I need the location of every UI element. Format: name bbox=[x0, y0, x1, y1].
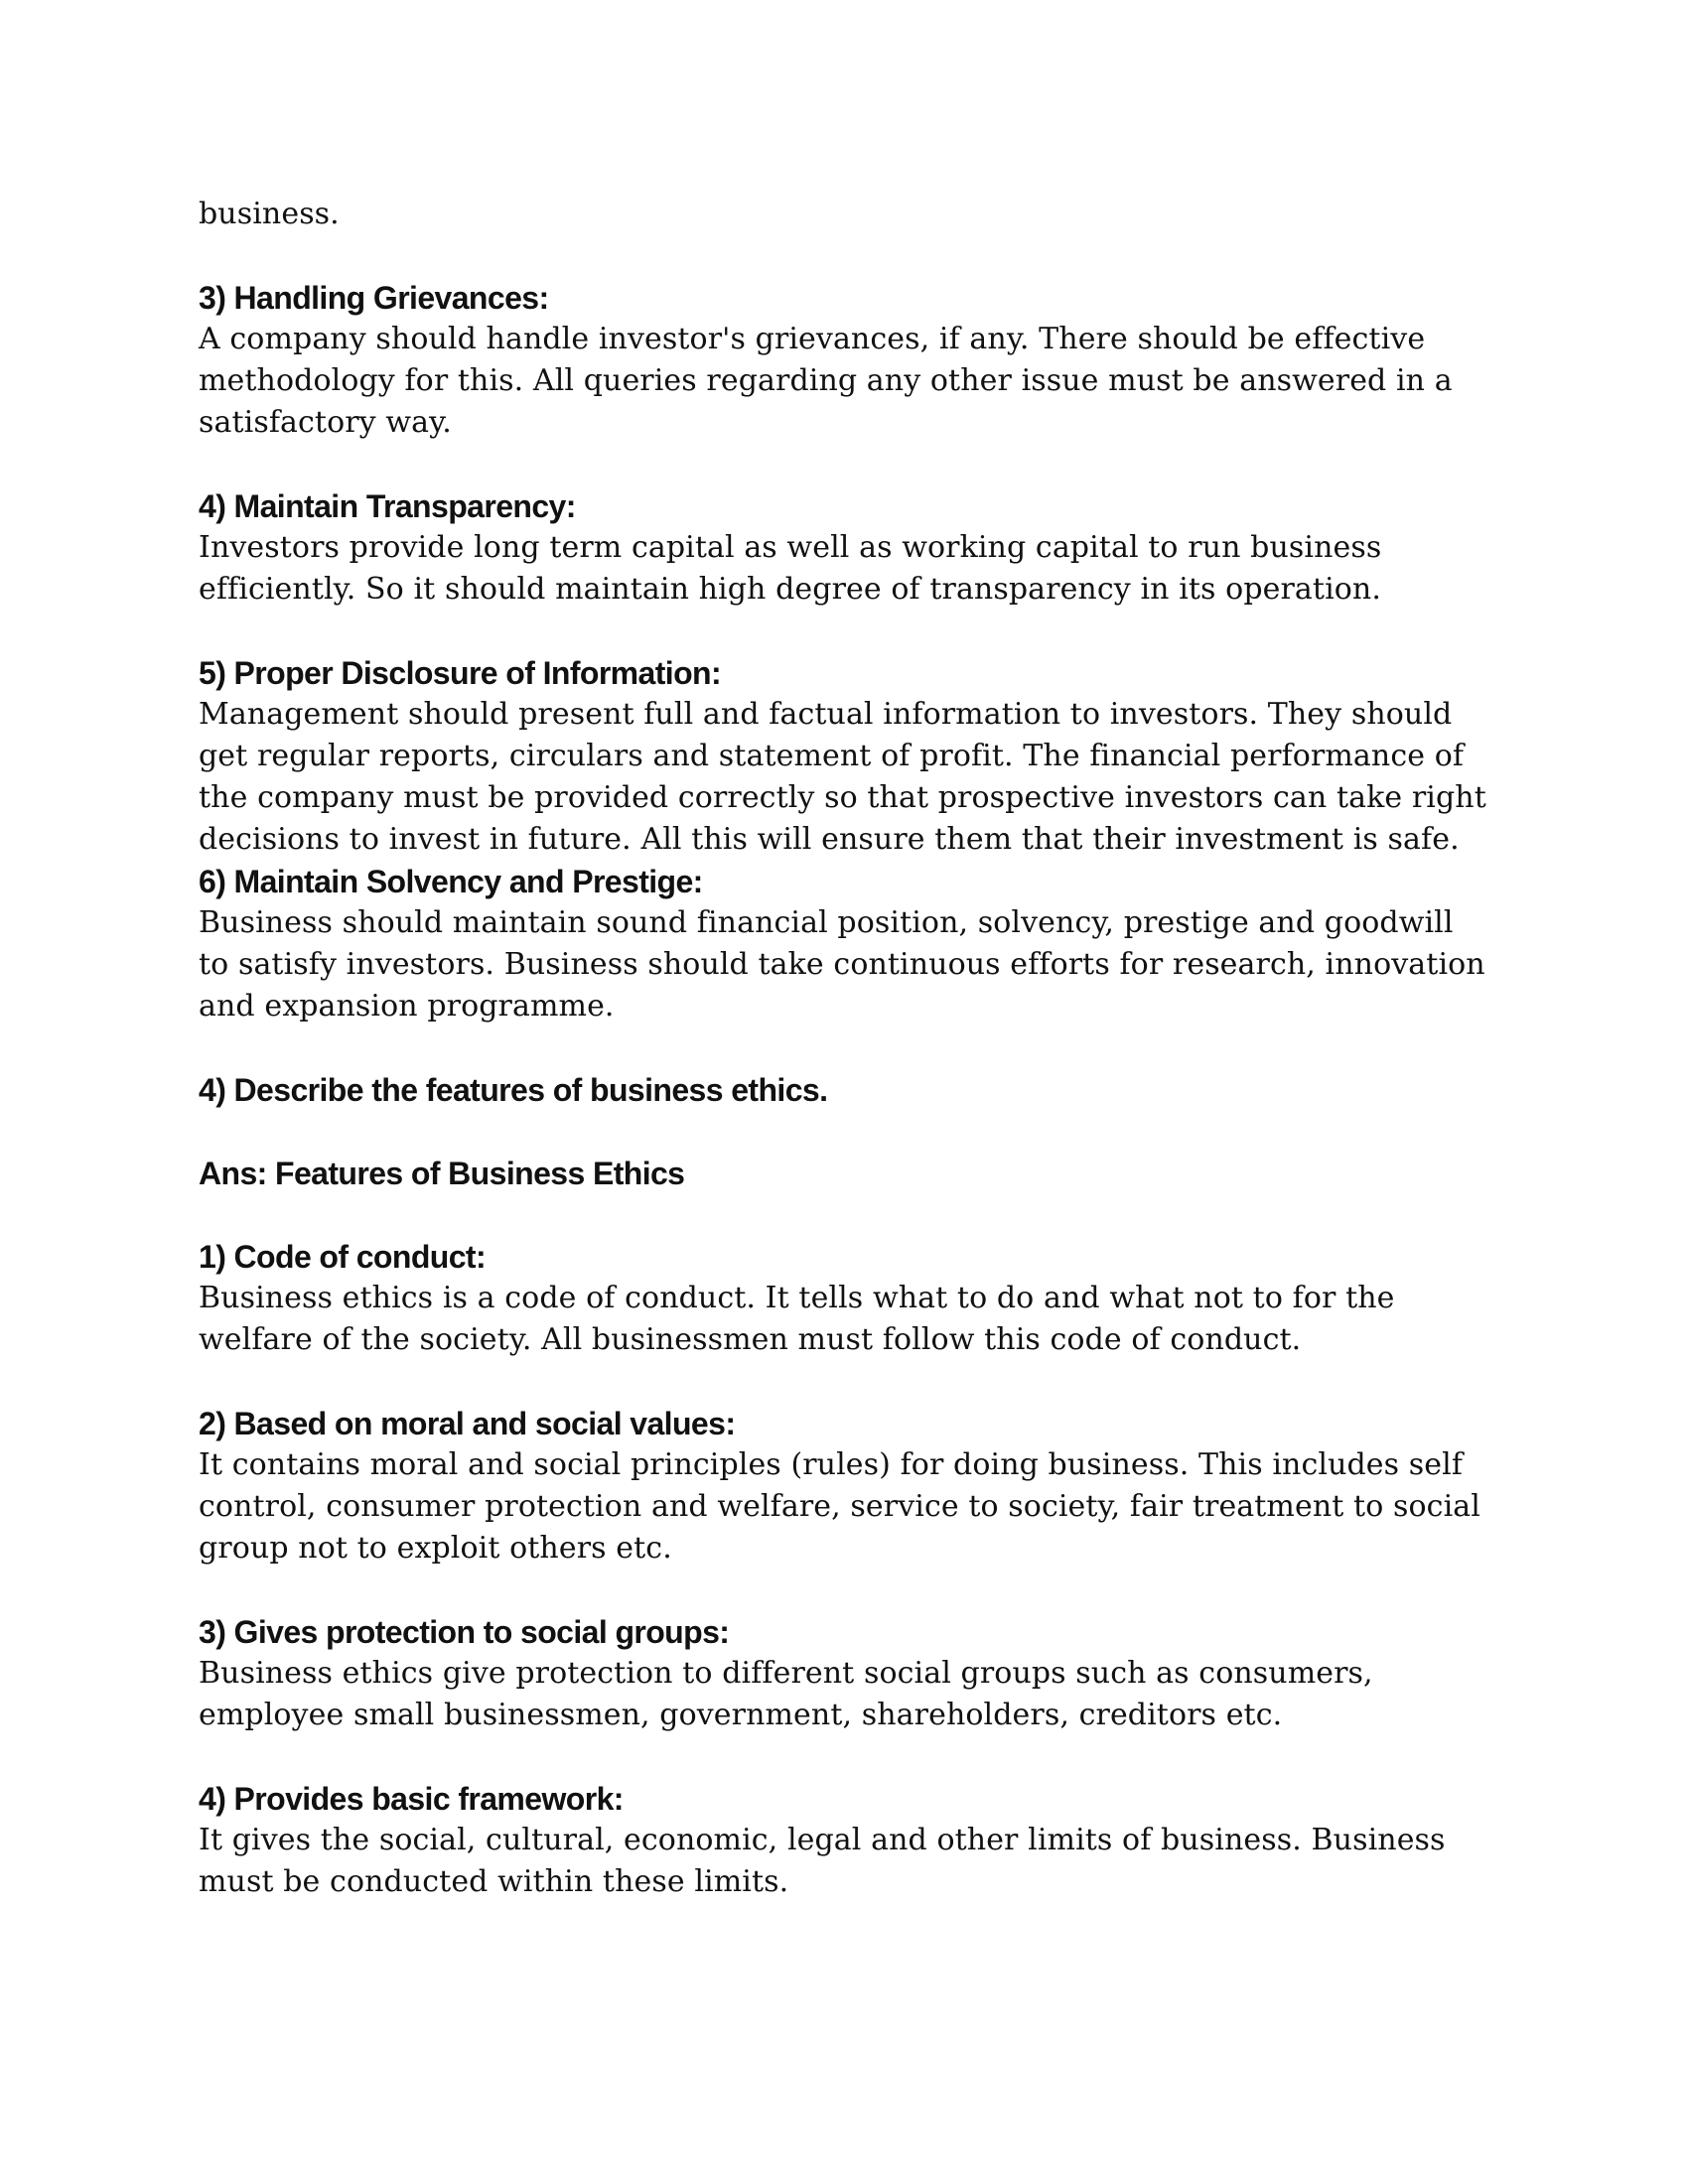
paragraph-line: Business ethics is a code of conduct. It tells what to do and what not to for the bbox=[199, 1281, 1395, 1315]
paragraph-line: efficiently. So it should maintain high degree of transparency in its operation. bbox=[199, 572, 1381, 607]
paragraph-line: A company should handle investor's grievances, if any. There should be effective bbox=[199, 322, 1426, 356]
paragraph-line: employee small businessmen, government, shareholders, creditors etc. bbox=[199, 1698, 1283, 1732]
paragraph-line: It gives the social, cultural, economic, legal and other limits of business. Business bbox=[199, 1823, 1446, 1857]
section-handling-grievances bbox=[199, 277, 1509, 444]
section-maintain-transparency bbox=[199, 485, 1509, 611]
section-heading: 4) Maintain Transparency: bbox=[199, 488, 576, 524]
feature-protection-social-groups bbox=[199, 1611, 1509, 1736]
paragraph-line: It contains moral and social principles (rules) for doing business. This includes self bbox=[199, 1447, 1464, 1482]
section-heading: 6) Maintain Solvency and Prestige: bbox=[199, 864, 703, 899]
section-heading: 5) Proper Disclosure of Information: bbox=[199, 655, 722, 691]
paragraph-line: Investors provide long term capital as well as working capital to run business bbox=[199, 530, 1382, 565]
feature-code-of-conduct bbox=[199, 1236, 1509, 1361]
section-maintain-solvency bbox=[199, 861, 1509, 1027]
paragraph-line: get regular reports, circulars and statement of profit. The financial performance of bbox=[199, 739, 1465, 773]
paragraph-line: satisfactory way. bbox=[199, 405, 452, 440]
paragraph-line: control, consumer protection and welfare, service to society, fair treatment to social bbox=[199, 1489, 1480, 1524]
section-heading: 2) Based on moral and social values: bbox=[199, 1406, 736, 1441]
paragraph-line: to satisfy investors. Business should take continuous efforts for research, innovation bbox=[199, 947, 1485, 982]
paragraph-line: welfare of the society. All businessmen must follow this code of conduct. bbox=[199, 1322, 1302, 1357]
section-proper-disclosure bbox=[199, 652, 1509, 861]
paragraph-line: group not to exploit others etc. bbox=[199, 1531, 672, 1566]
paragraph-line: Business ethics give protection to different social groups such as consumers, bbox=[199, 1656, 1373, 1691]
paragraph-line: decisions to invest in future. All this will ensure them that their investment is safe. bbox=[199, 822, 1460, 857]
document-page bbox=[199, 194, 1509, 1903]
paragraph-line: the company must be provided correctly so that prospective investors can take right bbox=[199, 780, 1486, 815]
paragraph-line: methodology for this. All queries regarding any other issue must be answered in a bbox=[199, 363, 1453, 398]
paragraph-line: Business should maintain sound financial position, solvency, prestige and goodwill bbox=[199, 905, 1454, 940]
answer-title: Ans: Features of Business Ethics bbox=[199, 1156, 685, 1191]
section-heading: 3) Handling Grievances: bbox=[199, 280, 549, 316]
paragraph-line: must be conducted within these limits. bbox=[199, 1864, 789, 1899]
feature-moral-social-values bbox=[199, 1403, 1509, 1570]
intro-line: business. bbox=[199, 197, 340, 231]
feature-basic-framework bbox=[199, 1778, 1509, 1903]
section-heading: 3) Gives protection to social groups: bbox=[199, 1614, 730, 1650]
question-heading: 4) Describe the features of business ethics. bbox=[199, 1072, 828, 1108]
section-heading: 1) Code of conduct: bbox=[199, 1239, 487, 1275]
paragraph-line: Management should present full and factual information to investors. They should bbox=[199, 697, 1453, 732]
section-heading: 4) Provides basic framework: bbox=[199, 1781, 624, 1817]
paragraph-line: and expansion programme. bbox=[199, 989, 615, 1024]
